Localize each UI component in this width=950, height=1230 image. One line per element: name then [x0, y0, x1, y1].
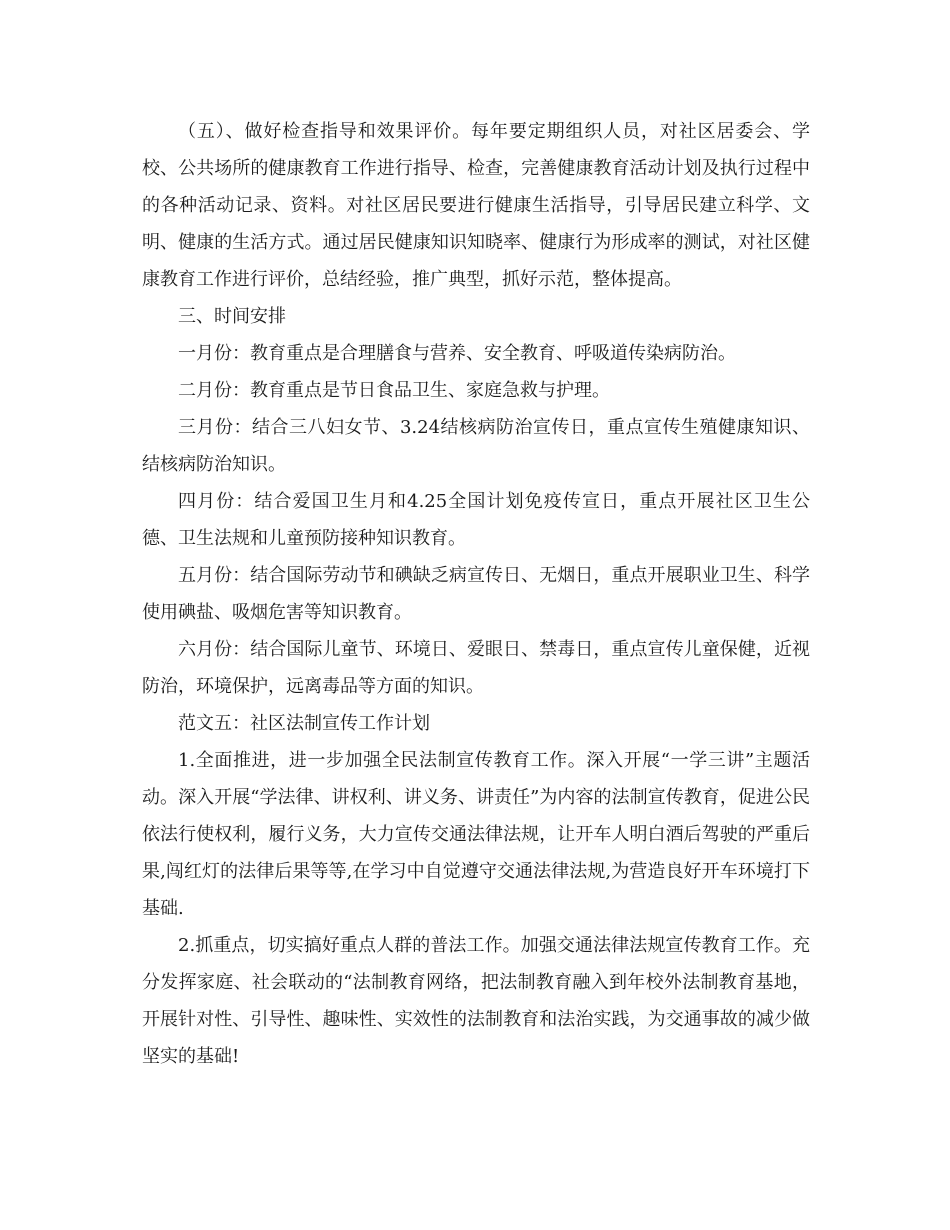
document-page [142, 113, 810, 1075]
schedule-item-may: 五月份：结合国际劳动节和碘缺乏病宣传日、无烟日，重点开展职业卫生、科学使用碘盐、吸烟危害等知识教育。 [142, 565, 810, 623]
paragraph-legal-education-1: 1.全面推进，进一步加强全民法制宣传教育工作。深入开展“一学三讲”主题活动。深入开展“学法律、讲权利、讲义务、讲责任”为内容的法制宣传教育，促进公民依法行使权利，履行义务，大力宣传交通法律法规，让开车人明白酒后驾驶的严重后果,闯红灯的法律后果等等,在学习中自觉遵守交通法律法规,为营造良好开车环境打下基础. [142, 750, 810, 919]
schedule-item-march: 三月份：结合三八妇女节、3.24结核病防治宣传日，重点宣传生殖健康知识、结核病防治知识。 [142, 417, 810, 475]
schedule-item-april: 四月份：结合爱国卫生月和4.25全国计划免疫传宣日，重点开展社区卫生公德、卫生法规和儿童预防接种知识教育。 [142, 491, 810, 549]
schedule-item-january: 一月份：教育重点是合理膳食与营养、安全教育、呼吸道传染病防治。 [178, 343, 736, 364]
schedule-item-february: 二月份：教育重点是节日食品卫生、家庭急救与护理。 [178, 380, 610, 401]
section-heading-schedule: 三、时间安排 [178, 306, 286, 327]
paragraph-inspection-evaluation: （五）、做好检查指导和效果评价。每年要定期组织人员，对社区居委会、学校、公共场所的健康教育工作进行指导、检查，完善健康教育活动计划及执行过程中的各种活动记录、资料。对社区居民要进行健康生活指导，引导居民建立科学、文明、健康的生活方式。通过居民健康知识知晓率、健康行为形成率的测试，对社区健康教育工作进行评价，总结经验，推广典型，抓好示范，整体提高。 [142, 121, 810, 290]
schedule-item-june: 六月份：结合国际儿童节、环境日、爱眼日、禁毒日，重点宣传儿童保健，近视防治，环境保护，远离毒品等方面的知识。 [142, 639, 810, 697]
sample-five-heading: 范文五：社区法制宣传工作计划 [178, 713, 430, 734]
paragraph-legal-education-2: 2.抓重点，切实搞好重点人群的普法工作。加强交通法律法规宣传教育工作。充分发挥家庭、社会联动的“法制教育网络，把法制教育融入到年校外法制教育基地，开展针对性、引导性、趣味性、实效性的法制教育和法治实践，为交通事故的减少做坚实的基础! [142, 935, 810, 1067]
